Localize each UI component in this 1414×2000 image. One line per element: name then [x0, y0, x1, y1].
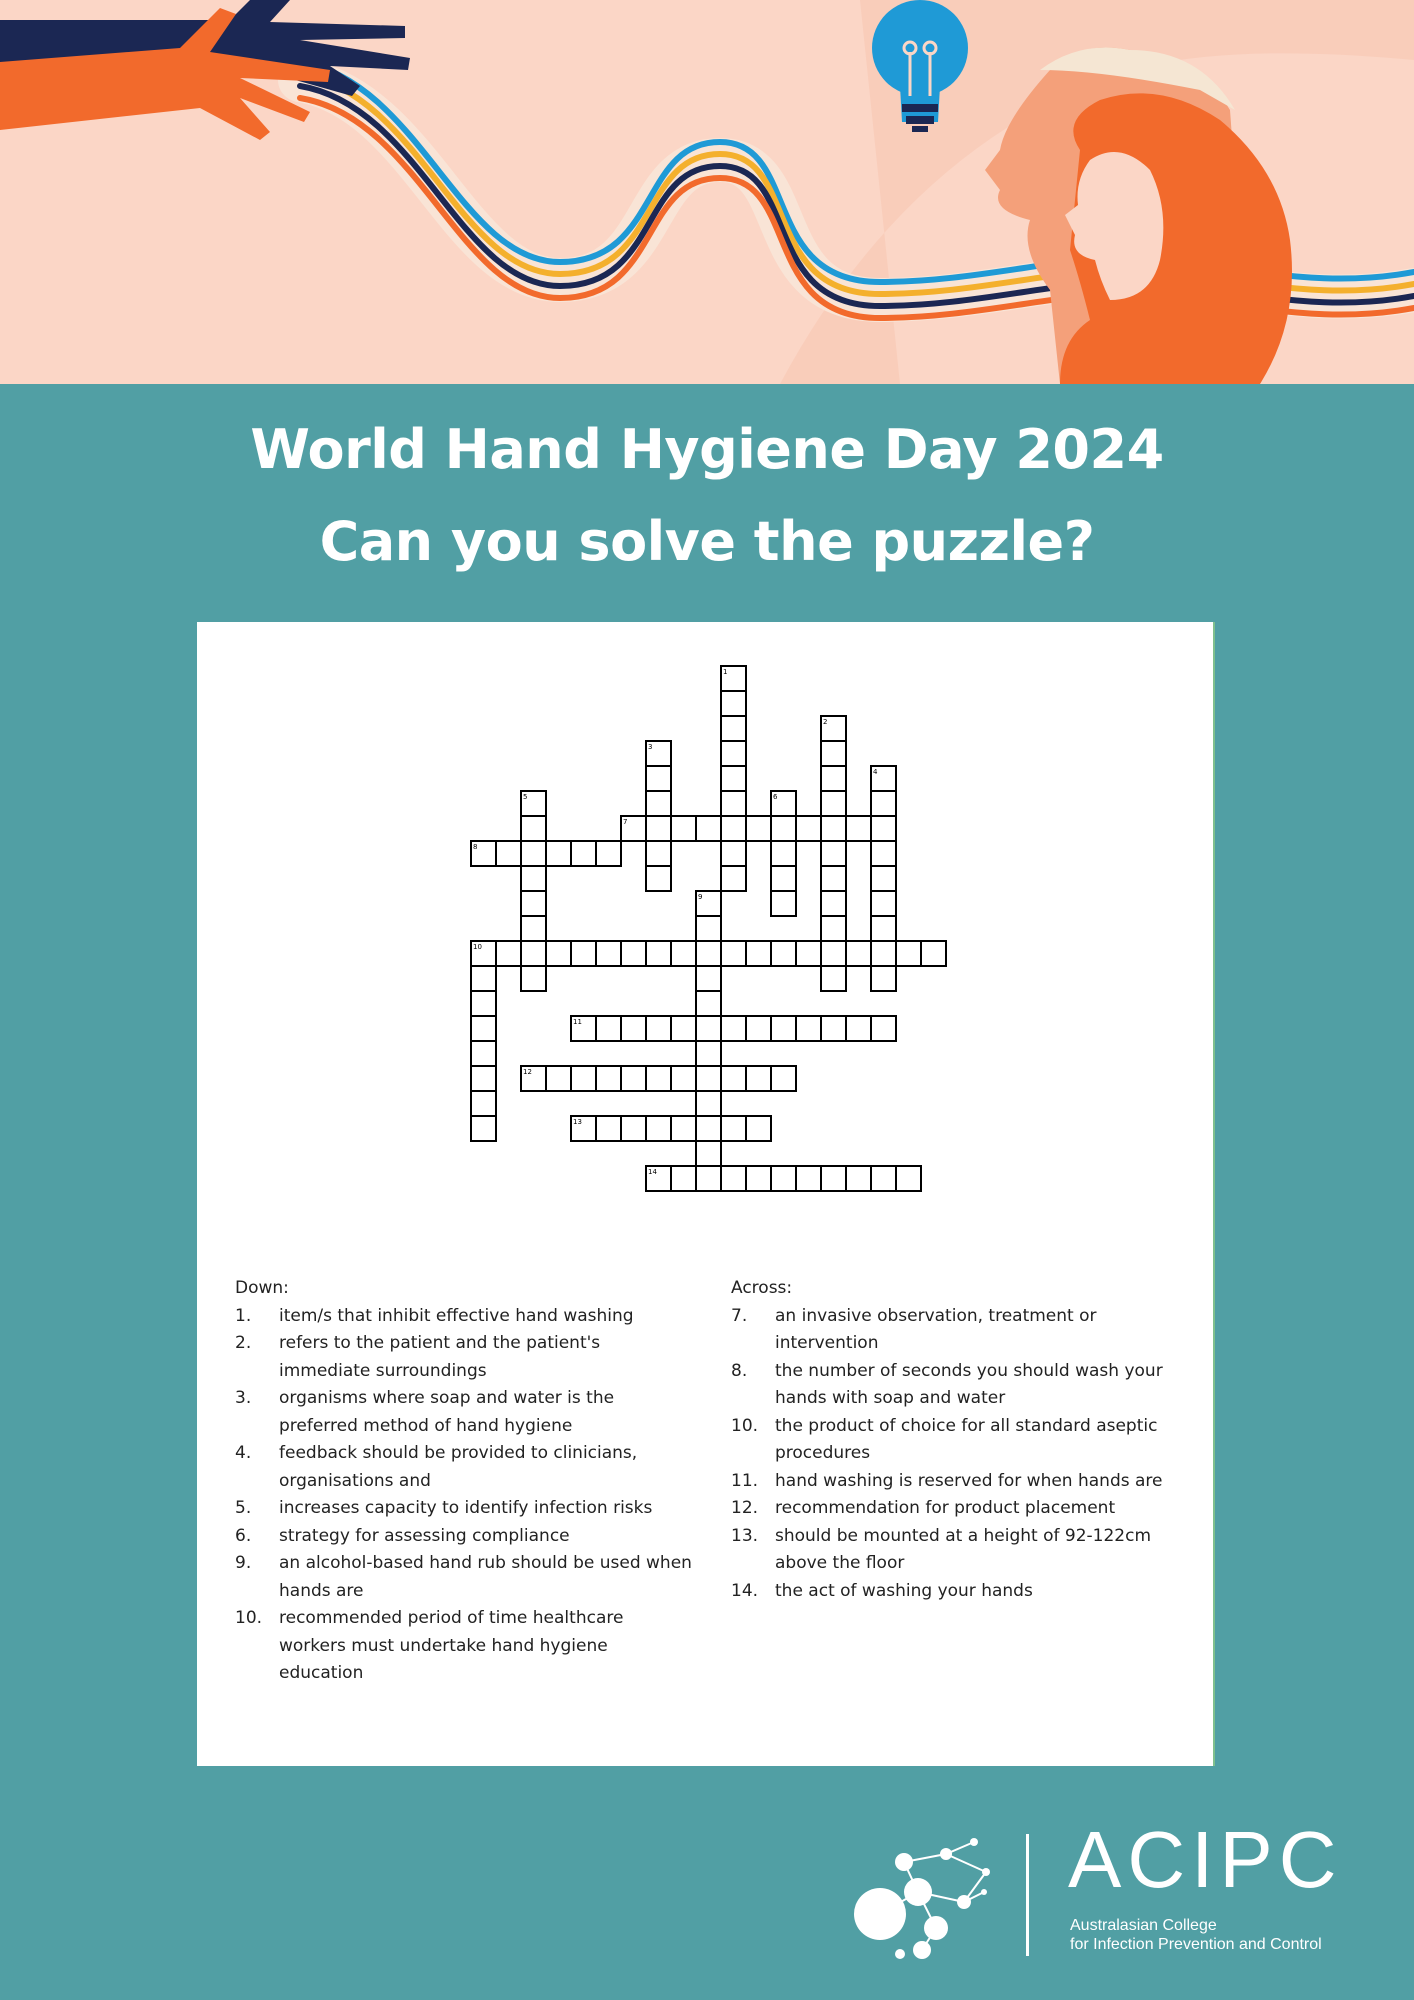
crossword-cell[interactable] — [596, 941, 621, 966]
crossword-cell[interactable] — [871, 916, 896, 941]
crossword-cell[interactable] — [671, 816, 696, 841]
grid-number-1: 1 — [723, 668, 728, 676]
grid-number-6: 6 — [773, 793, 778, 801]
page-title: World Hand Hygiene Day 2024 — [250, 418, 1164, 481]
crossword-cell[interactable] — [721, 866, 746, 891]
crossword-cell[interactable] — [596, 841, 621, 866]
crossword-cell[interactable] — [471, 991, 496, 1016]
crossword-cell[interactable] — [821, 1166, 846, 1191]
crossword-cell[interactable] — [771, 1016, 796, 1041]
clue-text: item/s that inhibit effective hand washing — [279, 1305, 634, 1326]
crossword-cell[interactable] — [696, 916, 721, 941]
clue-down-6 — [235, 1523, 695, 1551]
crossword-cell[interactable] — [646, 941, 671, 966]
clue-number: 9. — [235, 1553, 252, 1573]
crossword-cell[interactable] — [771, 1066, 796, 1091]
crossword-cell[interactable] — [646, 1116, 671, 1141]
crossword-cell[interactable] — [546, 1066, 571, 1091]
logo-subtitle-line1: Australasian College — [1070, 1917, 1217, 1934]
clue-text: the act of washing your hands — [775, 1580, 1033, 1601]
grid-number-5: 5 — [523, 793, 528, 801]
clue-text: strategy for assessing compliance — [279, 1525, 570, 1546]
crossword-cell[interactable] — [696, 941, 721, 966]
clue-down-2 — [235, 1330, 695, 1385]
crossword-cell[interactable] — [621, 1116, 646, 1141]
crossword-cell[interactable] — [646, 841, 671, 866]
logo-subtitle — [1070, 1916, 1322, 1954]
clue-text: hand washing is reserved for when hands are — [775, 1470, 1163, 1491]
crossword-cell[interactable] — [821, 891, 846, 916]
crossword-cell[interactable] — [846, 816, 871, 841]
crossword-cell[interactable] — [696, 991, 721, 1016]
crossword-cell[interactable] — [821, 941, 846, 966]
crossword-cell[interactable] — [696, 1116, 721, 1141]
clue-down-9 — [235, 1550, 695, 1605]
crossword-cell[interactable] — [596, 1066, 621, 1091]
crossword-cell[interactable] — [471, 966, 496, 991]
crossword-cell[interactable] — [721, 691, 746, 716]
crossword-cell[interactable] — [821, 1016, 846, 1041]
crossword-cell[interactable] — [521, 916, 546, 941]
down-heading: Down: — [235, 1278, 289, 1298]
crossword-cell[interactable] — [721, 841, 746, 866]
crossword-cell[interactable] — [846, 1016, 871, 1041]
crossword-cell[interactable] — [896, 941, 921, 966]
clue-text: the product of choice for all standard aseptic procedures — [775, 1415, 1158, 1463]
crossword-cell[interactable] — [821, 791, 846, 816]
clue-down-1 — [235, 1303, 695, 1331]
crossword-cell[interactable] — [471, 1041, 496, 1066]
crossword-cell[interactable] — [746, 1116, 771, 1141]
clue-number: 5. — [235, 1498, 252, 1518]
clue-number: 10. — [235, 1608, 263, 1628]
crossword-cell[interactable] — [821, 916, 846, 941]
crossword-cell[interactable] — [871, 1166, 896, 1191]
crossword-cell[interactable] — [571, 1066, 596, 1091]
crossword-cell[interactable] — [646, 1066, 671, 1091]
crossword-cell[interactable] — [721, 941, 746, 966]
grid-number-12: 12 — [523, 1068, 532, 1076]
clue-down-4 — [235, 1440, 695, 1495]
crossword-cell[interactable] — [546, 941, 571, 966]
logo-wordmark: ACIPC — [1068, 1815, 1343, 1904]
crossword-cell[interactable] — [846, 1166, 871, 1191]
crossword-cell[interactable] — [521, 891, 546, 916]
crossword-cell[interactable] — [746, 1016, 771, 1041]
clue-across-12 — [731, 1495, 1201, 1523]
crossword-cell[interactable] — [521, 816, 546, 841]
crossword-cell[interactable] — [871, 1016, 896, 1041]
crossword-card — [197, 622, 1215, 1766]
crossword-cell[interactable] — [796, 816, 821, 841]
crossword-cell[interactable] — [746, 816, 771, 841]
crossword-cell[interactable] — [596, 1116, 621, 1141]
crossword-cell[interactable] — [521, 866, 546, 891]
crossword-cell[interactable] — [721, 766, 746, 791]
crossword-cell[interactable] — [696, 1166, 721, 1191]
crossword-cell[interactable] — [621, 941, 646, 966]
grid-number-13: 13 — [573, 1118, 582, 1126]
clue-text: should be mounted at a height of 92-122cm above the floor — [775, 1525, 1152, 1573]
crossword-cell[interactable] — [571, 841, 596, 866]
crossword-cell[interactable] — [721, 1066, 746, 1091]
crossword-cell[interactable] — [721, 1016, 746, 1041]
grid-number-7: 7 — [623, 818, 628, 826]
clue-number: 8. — [731, 1360, 748, 1381]
crossword-cell[interactable] — [746, 1066, 771, 1091]
crossword-cell[interactable] — [821, 741, 846, 766]
crossword-cell[interactable] — [696, 1066, 721, 1091]
crossword-cell[interactable] — [796, 1016, 821, 1041]
clue-text: the number of seconds you should wash your hands with soap and water — [775, 1360, 1163, 1408]
crossword-cell[interactable] — [871, 841, 896, 866]
crossword-cell[interactable] — [646, 1016, 671, 1041]
across-heading: Across: — [731, 1278, 793, 1298]
crossword-cell[interactable] — [696, 816, 721, 841]
crossword-cell[interactable] — [796, 1166, 821, 1191]
clue-text: an alcohol-based hand rub should be used when hands are — [279, 1553, 692, 1601]
crossword-cell[interactable] — [696, 1141, 721, 1166]
crossword-cell[interactable] — [621, 1016, 646, 1041]
crossword-cell[interactable] — [871, 941, 896, 966]
crossword-cell[interactable] — [771, 891, 796, 916]
crossword-cell[interactable] — [896, 1166, 921, 1191]
crossword-cell[interactable] — [671, 1016, 696, 1041]
crossword-cell[interactable] — [571, 941, 596, 966]
clue-text: an invasive observation, treatment or intervention — [775, 1305, 1097, 1353]
crossword-cell[interactable] — [621, 1066, 646, 1091]
down-clues — [235, 1275, 695, 1688]
crossword-cell[interactable] — [796, 941, 821, 966]
crossword-cell[interactable] — [521, 941, 546, 966]
crossword-cell[interactable] — [471, 1066, 496, 1091]
crossword-cell[interactable] — [696, 1091, 721, 1116]
clue-text: recommendation for product placement — [775, 1498, 1116, 1518]
clue-text: refers to the patient and the patient's immediate surroundings — [279, 1333, 601, 1381]
crossword-cell[interactable] — [521, 966, 546, 991]
logo-subtitle-line2: for Infection Prevention and Control — [1070, 1936, 1322, 1953]
crossword-cell[interactable] — [671, 941, 696, 966]
clue-number: 13. — [731, 1525, 759, 1546]
crossword-cell[interactable] — [771, 1166, 796, 1191]
crossword-cell[interactable] — [721, 791, 746, 816]
clue-across-14 — [731, 1578, 1201, 1606]
clue-number: 3. — [235, 1388, 252, 1408]
grid-number-9: 9 — [698, 893, 703, 901]
crossword-cell[interactable] — [671, 1116, 696, 1141]
crossword-cell[interactable] — [746, 1166, 771, 1191]
clue-number: 6. — [235, 1525, 252, 1546]
clue-number: 14. — [731, 1580, 759, 1601]
crossword-cell[interactable] — [496, 941, 521, 966]
clue-number: 4. — [235, 1443, 252, 1463]
grid-number-10: 10 — [473, 943, 482, 951]
crossword-cell[interactable] — [721, 741, 746, 766]
crossword-cell[interactable] — [771, 841, 796, 866]
crossword-cell[interactable] — [471, 1091, 496, 1116]
crossword-cell[interactable] — [871, 966, 896, 991]
crossword-cell[interactable] — [646, 866, 671, 891]
clue-text: recommended period of time healthcare workers must undertake hand hygiene education — [279, 1608, 624, 1683]
crossword-cell[interactable] — [846, 941, 871, 966]
crossword-cell[interactable] — [821, 866, 846, 891]
clue-down-5 — [235, 1495, 695, 1523]
clue-text: feedback should be provided to clinicians, organisations and — [279, 1443, 638, 1491]
crossword-cell[interactable] — [871, 891, 896, 916]
crossword-cell[interactable] — [746, 941, 771, 966]
crossword-cell[interactable] — [771, 866, 796, 891]
clue-down-10 — [235, 1605, 695, 1688]
crossword-cell[interactable] — [821, 841, 846, 866]
crossword-cell[interactable] — [721, 1116, 746, 1141]
crossword-cell[interactable] — [821, 766, 846, 791]
clue-across-7 — [731, 1303, 1201, 1358]
crossword-cell[interactable] — [696, 1016, 721, 1041]
clue-number: 1. — [235, 1305, 252, 1326]
crossword-cell[interactable] — [696, 1041, 721, 1066]
grid-number-11: 11 — [573, 1018, 582, 1026]
crossword-cell[interactable] — [871, 791, 896, 816]
crossword-cell[interactable] — [671, 1066, 696, 1091]
crossword-cell[interactable] — [771, 941, 796, 966]
clue-across-13 — [731, 1523, 1201, 1578]
clue-text: organisms where soap and water is the preferred method of hand hygiene — [279, 1388, 615, 1436]
clue-number: 11. — [731, 1470, 759, 1491]
crossword-cell[interactable] — [671, 1166, 696, 1191]
grid-number-14: 14 — [648, 1168, 657, 1176]
crossword-cell[interactable] — [771, 816, 796, 841]
crossword-cell[interactable] — [721, 816, 746, 841]
crossword-cell[interactable] — [646, 766, 671, 791]
grid-number-8: 8 — [473, 843, 478, 851]
clue-across-10 — [731, 1413, 1201, 1468]
crossword-cell[interactable] — [921, 941, 946, 966]
clue-across-11 — [731, 1468, 1201, 1496]
crossword-cell[interactable] — [821, 966, 846, 991]
clue-text: increases capacity to identify infection risks — [279, 1498, 653, 1518]
hero-illustration — [0, 0, 1414, 384]
crossword-cell[interactable] — [471, 1116, 496, 1141]
crossword-grid — [197, 622, 1213, 1222]
clue-across-8 — [731, 1358, 1201, 1413]
crossword-cell[interactable] — [471, 1016, 496, 1041]
grid-number-2: 2 — [823, 718, 828, 726]
clue-down-3 — [235, 1385, 695, 1440]
grid-number-3: 3 — [648, 743, 653, 751]
crossword-cell[interactable] — [496, 841, 521, 866]
crossword-cell[interactable] — [546, 841, 571, 866]
page-subtitle: Can you solve the puzzle? — [319, 510, 1095, 573]
crossword-cell[interactable] — [521, 841, 546, 866]
crossword-cell[interactable] — [721, 1166, 746, 1191]
grid-number-4: 4 — [873, 768, 878, 776]
crossword-cell[interactable] — [871, 816, 896, 841]
crossword-cell[interactable] — [646, 816, 671, 841]
crossword-cell[interactable] — [821, 816, 846, 841]
crossword-cell[interactable] — [871, 866, 896, 891]
crossword-cell[interactable] — [596, 1016, 621, 1041]
crossword-cell[interactable] — [721, 716, 746, 741]
clue-number: 12. — [731, 1498, 759, 1518]
clue-number: 10. — [731, 1415, 759, 1436]
across-clues — [731, 1275, 1201, 1605]
crossword-cell[interactable] — [696, 966, 721, 991]
clue-number: 2. — [235, 1333, 252, 1353]
crossword-cell[interactable] — [646, 791, 671, 816]
clue-number: 7. — [731, 1305, 748, 1326]
